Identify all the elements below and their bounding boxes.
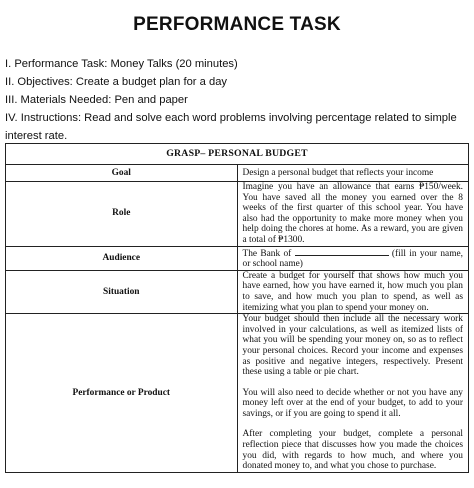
audience-blank-line bbox=[295, 247, 389, 256]
performance-text bbox=[237, 314, 469, 473]
grasp-table bbox=[5, 143, 469, 473]
performance-label: Performance or Product bbox=[6, 314, 238, 473]
intro-materials: III. Materials Needed: Pen and paper bbox=[5, 94, 188, 106]
situation-text: Create a budget for yourself that shows how much you have earned, how you have earned it, how much you plan to save, and how much you plan to spend, as well as itemizing what you plan to spend your money on. bbox=[237, 270, 469, 313]
table-row-role bbox=[6, 182, 469, 247]
audience-text bbox=[237, 246, 469, 270]
table-row-goal bbox=[6, 165, 469, 182]
intro-objectives: II. Objectives: Create a budget plan for a day bbox=[5, 76, 228, 88]
audience-text-before: The Bank of bbox=[242, 248, 292, 259]
table-row-situation bbox=[6, 270, 469, 313]
audience-text-after: (fill in your name, or school name) bbox=[242, 248, 463, 270]
intro-section bbox=[5, 55, 471, 145]
table-header-row bbox=[6, 144, 469, 165]
page-title: PERFORMANCE TASK bbox=[133, 14, 341, 35]
intro-instructions: IV. Instructions: Read and solve each word problems involving percentage related to simple interest rate. bbox=[5, 112, 457, 142]
performance-paragraph-2: You will also need to decide whether or not you have any money left over at the end of your budget, to add to your savings, or if you are going to spend it all. bbox=[242, 387, 463, 419]
intro-performance-task: I. Performance Task: Money Talks (20 minutes) bbox=[5, 58, 238, 70]
table-row-audience bbox=[6, 246, 469, 270]
performance-paragraph-1: Your budget should then include all the necessary work involved in your calculations, as well as itemized lists of what you will be spending your money on, so as to reflect your personal choices. Record your income and expenses as positive and negative integers, respectively. Present these using a table or pie chart. bbox=[242, 314, 463, 378]
audience-label: Audience bbox=[6, 246, 238, 270]
role-text: Imagine you have an allowance that earns ₱150/week. You have saved all the money you earned over the 8 weeks of the first quarter of this school year. You have also had the opportunity to make more money when you help doing the chores at home. As a reward, you are given a total of ₱1300. bbox=[237, 182, 469, 247]
situation-label: Situation bbox=[6, 270, 238, 313]
table-row-performance bbox=[6, 314, 469, 473]
goal-label: Goal bbox=[6, 165, 238, 182]
table-header: GRASP– PERSONAL BUDGET bbox=[6, 144, 469, 165]
goal-text: Design a personal budget that reflects your income bbox=[237, 165, 469, 182]
role-label: Role bbox=[6, 182, 238, 247]
performance-paragraph-3: After completing your budget, complete a personal reflection piece that discusses how you made the choices you did, with regards to how much, and where you donated money to, and what you chose to purchase. bbox=[242, 429, 463, 472]
